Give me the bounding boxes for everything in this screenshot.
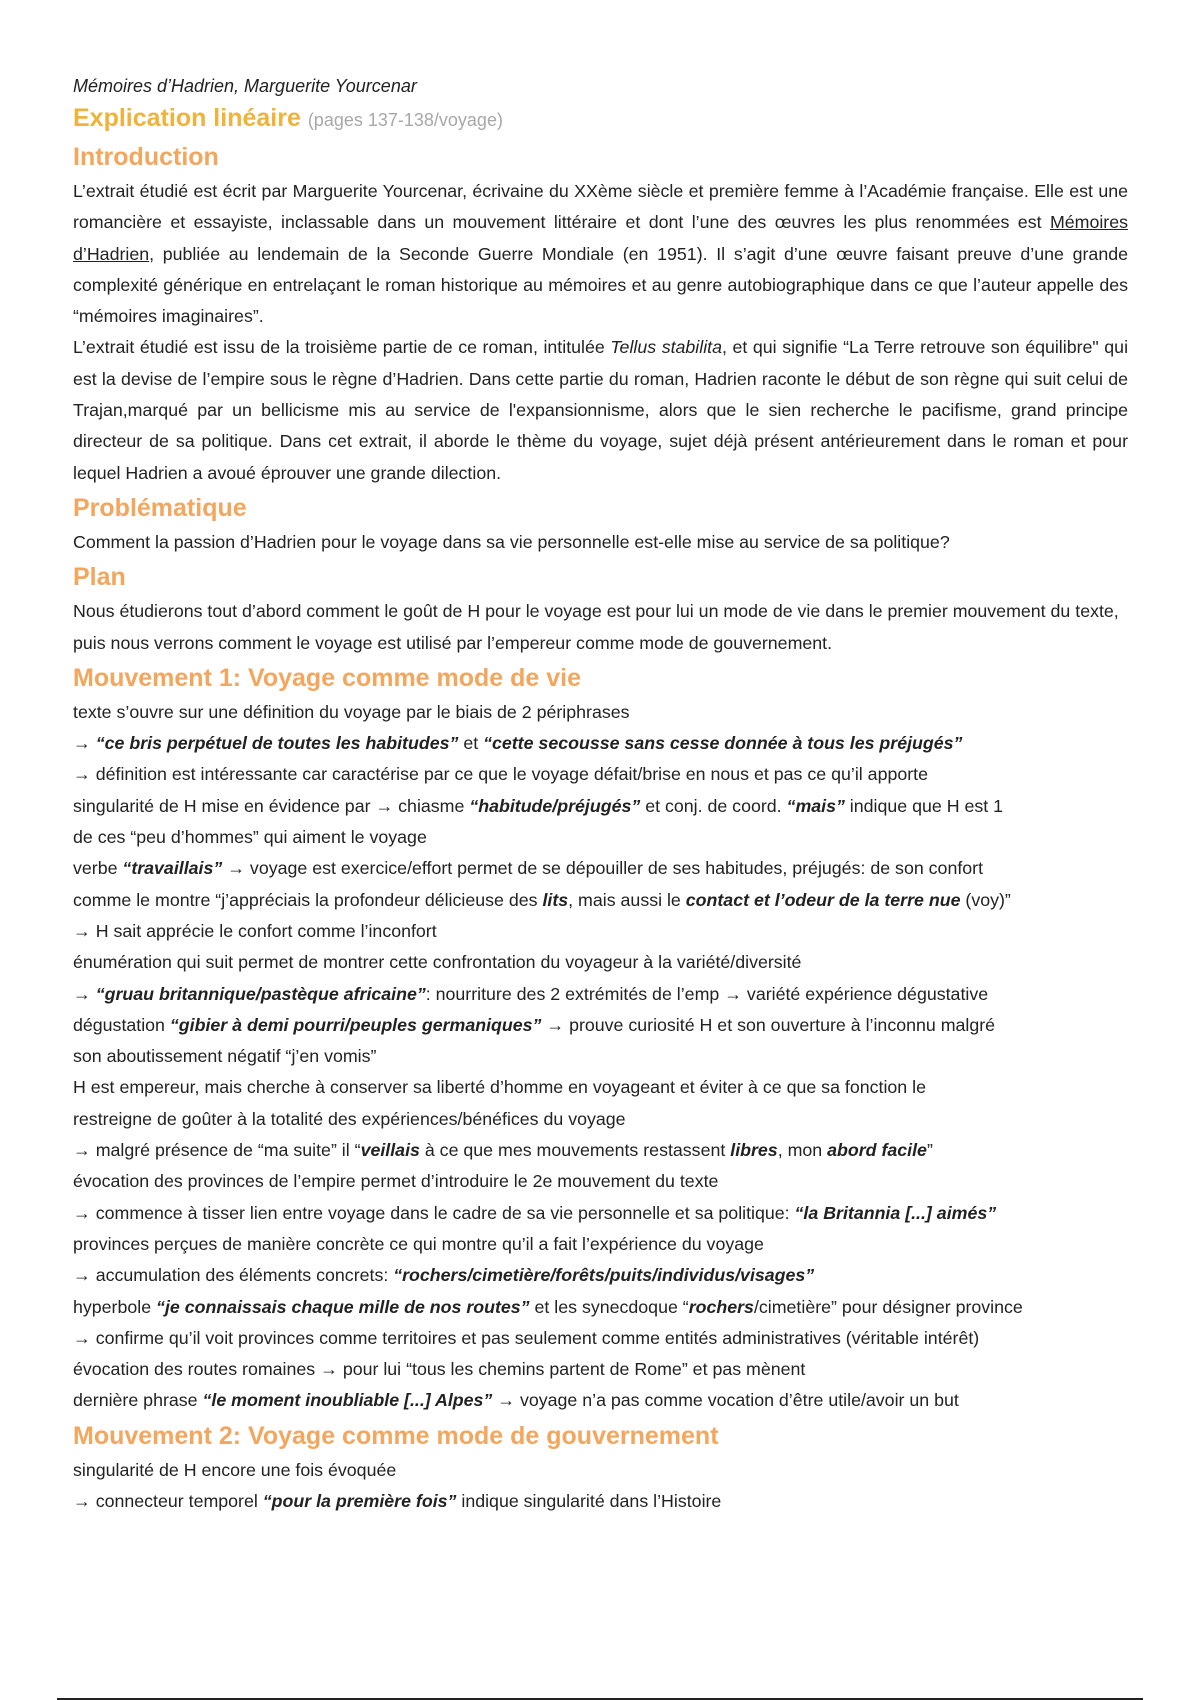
problematique-text: Comment la passion d’Hadrien pour le voyage dans sa vie personnelle est-elle mise au service de sa politique? <box>73 531 950 552</box>
quote: rochers <box>688 1296 754 1317</box>
quote: “je connaissais chaque mille de nos routes” <box>156 1296 530 1317</box>
quote: “habitude/préjugés” <box>469 795 641 816</box>
note-line: → définition est intéressante car caractérise par ce que le voyage défait/brise en nous et pas ce qu’il apporte <box>73 764 928 785</box>
note-line <box>73 1292 1128 1323</box>
text: → commence à tisser lien entre voyage dans le cadre de sa vie personnelle et sa politique: <box>73 1202 795 1223</box>
note-line <box>73 885 1128 916</box>
text: , mais aussi le <box>568 889 686 910</box>
quote: “travaillais” <box>122 858 223 879</box>
text: singularité de H mise en évidence par → chiasme <box>73 795 470 816</box>
note-line: évocation des provinces de l’empire permet d’introduire le 2e mouvement du texte <box>73 1171 719 1192</box>
text: → connecteur temporel <box>73 1490 263 1511</box>
note-line: texte s’ouvre sur une définition du voyage par le biais de 2 périphrases <box>73 701 630 722</box>
quote: “gruau britannique/pastèque africaine” <box>95 983 426 1004</box>
heading-introduction: Introduction <box>73 143 219 171</box>
heading-plan: Plan <box>73 563 126 592</box>
note-line: → confirme qu’il voit provinces comme territoires et pas seulement comme entités administratives (véritable intérêt) <box>73 1327 980 1348</box>
page-title <box>73 100 1128 138</box>
title-text: Explication linéaire <box>73 104 301 132</box>
note-line <box>73 728 1128 759</box>
quote: “ce bris perpétuel de toutes les habitudes” <box>95 733 459 754</box>
text: et les synecdoque “ <box>529 1296 689 1317</box>
book-title: Mémoires d’Hadrien, Marguerite Yourcenar <box>73 76 417 96</box>
text: (voy)” <box>960 889 1011 910</box>
quote: “gibier à demi pourri/peuples germaniques” <box>169 1014 542 1035</box>
intro-paragraph-1 <box>73 176 1128 332</box>
heading-mouvement-1: Mouvement 1: Voyage comme mode de vie <box>73 663 582 692</box>
quote: “rochers/cimetière/forêts/puits/individus/visages” <box>393 1265 815 1286</box>
quote: veillais <box>360 1140 420 1161</box>
underlined-title: Mémoires d’Hadrien <box>73 212 1128 264</box>
note-line: → H sait apprécie le confort comme l’inconfort <box>73 920 437 941</box>
note-line: son aboutissement négatif “j’en vomis” <box>73 1046 377 1067</box>
text: comme le montre “j’appréciais la profondeur délicieuse des <box>73 889 543 910</box>
note-line: provinces perçues de manière concrète ce qui montre qu’il a fait l’expérience du voyage <box>73 1233 764 1254</box>
note-line <box>73 979 1128 1010</box>
text: , mon <box>777 1140 828 1161</box>
text: → voyage est exercice/effort permet de se dépouiller de ses habitudes, préjugés: de son confort <box>222 858 984 879</box>
quote: “cette secousse sans cesse donnée à tous les préjugés” <box>483 733 963 754</box>
quote: contact et l’odeur de la terre nue <box>685 889 961 910</box>
text: dégustation <box>73 1014 170 1035</box>
pages-ref: (pages 137-138/voyage) <box>307 110 503 130</box>
text: et conj. de coord. <box>640 795 787 816</box>
text: et <box>458 733 484 754</box>
text: , et qui signifie “La Terre retrouve son équilibre" qui est la devise de l’empire sous le règne d’Hadrien. Dans cette partie du roman, Hadrien raconte le début de son règne qui suit celui de Trajan,marqué par un bellicisme mis au service de l'expansionnisme, alors que le sien recherche le pacifisme, grand principe directeur de sa politique. Dans cet extrait, il aborde le thème du voyage, sujet déjà présent antérieurement dans le roman et pour lequel Hadrien a avoué éprouver une grande dilection. <box>73 337 1129 483</box>
text: /cimetière” pour désigner province <box>753 1296 1023 1317</box>
note-line <box>73 1010 1128 1041</box>
text: hyperbole <box>73 1296 157 1317</box>
text: L’extrait étudié est écrit par Marguerite Yourcenar, écrivaine du XXème siècle et première femme à l’Académie française. Elle est une romancière et essayiste, inclassable dans un mouvement littéraire et dont l’une des œuvres les plus renommées est <box>73 181 1128 233</box>
text: indique que H est 1 <box>844 795 1004 816</box>
intro-paragraph-2 <box>73 332 1128 488</box>
note-line <box>73 853 1128 884</box>
heading-mouvement-2: Mouvement 2: Voyage comme mode de gouvernement <box>73 1421 719 1450</box>
text: , publiée au lendemain de la Seconde Guerre Mondiale (en 1951). Il s’agit d’une œuvre faisant preuve d’une grande complexité générique en entrelaçant le roman historique au mémoires et au genre autobiographique dans ce que l’auteur appelle des “mémoires imaginaires”. <box>73 243 1128 327</box>
text: L’extrait étudié est issu de la troisième partie de ce roman, intitulée <box>73 337 611 358</box>
note-line <box>73 1385 1128 1416</box>
text: → <box>73 983 96 1004</box>
text: → accumulation des éléments concrets: <box>73 1265 394 1286</box>
text: verbe <box>73 858 123 879</box>
text: à ce que mes mouvements restassent <box>419 1140 731 1161</box>
quote: “le moment inoubliable [...] Alpes” <box>202 1390 493 1411</box>
note-line: évocation des routes romaines → pour lui “tous les chemins partent de Rome” et pas mènent <box>73 1359 806 1380</box>
text: → malgré présence de “ma suite” il “ <box>73 1140 361 1161</box>
heading-problematique: Problématique <box>73 493 247 522</box>
document-page <box>73 72 1128 1517</box>
note-line: de ces “peu d’hommes” qui aiment le voyage <box>73 827 427 848</box>
plan-text: Nous étudierons tout d’abord comment le goût de H pour le voyage est pour lui un mode de vie dans le premier mouvement du texte, puis nous verrons comment le voyage est utilisé par l’empereur comme mode de gouvernement. <box>73 601 1119 653</box>
text: ” <box>926 1140 933 1161</box>
italic-title: Tellus stabilita <box>610 337 722 358</box>
note-line: restreigne de goûter à la totalité des expériences/bénéfices du voyage <box>73 1108 626 1129</box>
quote: “la Britannia [...] aimés” <box>794 1202 997 1223</box>
note-line <box>73 1135 1128 1166</box>
note-line <box>73 1198 1128 1229</box>
text: → prouve curiosité H et son ouverture à l’inconnu malgré <box>541 1014 996 1035</box>
quote: “pour la première fois” <box>262 1490 457 1511</box>
note-line <box>73 1486 1128 1517</box>
quote: lits <box>542 889 569 910</box>
text: → voyage n’a pas comme vocation d’être utile/avoir un but <box>492 1390 959 1411</box>
quote: abord facile <box>827 1140 927 1161</box>
quote: “mais” <box>786 795 845 816</box>
note-line <box>73 791 1128 822</box>
note-line: singularité de H encore une fois évoquée <box>73 1459 397 1480</box>
note-line <box>73 1260 1128 1291</box>
text: → <box>73 733 96 754</box>
note-line: H est empereur, mais cherche à conserver sa liberté d’homme en voyageant et éviter à ce que sa fonction le <box>73 1077 926 1098</box>
text: dernière phrase <box>73 1390 203 1411</box>
quote: libres <box>730 1140 778 1161</box>
text: indique singularité dans l’Histoire <box>456 1490 722 1511</box>
text: : nourriture des 2 extrémités de l’emp → variété expérience dégustative <box>425 983 989 1004</box>
note-line: énumération qui suit permet de montrer cette confrontation du voyageur à la variété/diversité <box>73 952 802 973</box>
